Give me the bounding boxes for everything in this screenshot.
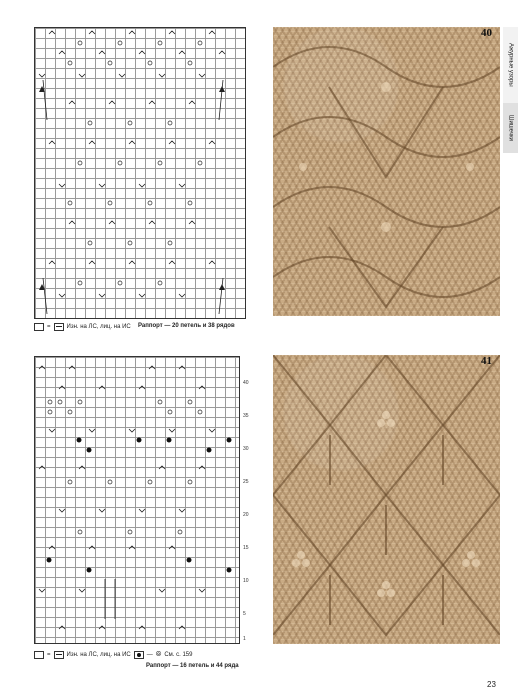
blank-cell-symbol <box>34 323 44 331</box>
dash-cell-symbol <box>54 651 64 659</box>
swatch-texture-40 <box>273 27 500 316</box>
subsection-tab: Шишечки <box>503 103 518 153</box>
knitting-chart-40 <box>34 27 246 319</box>
swatch-texture-41 <box>273 355 500 644</box>
legend-40: = Изн. на ЛС, лиц. на ИС <box>34 323 131 331</box>
swatch-photo-40 <box>273 27 500 316</box>
bobble-cell-symbol <box>134 651 144 659</box>
chart-symbols-41 <box>35 357 241 645</box>
repeat-info-41: Раппорт — 16 петель и 44 ряда <box>146 663 239 669</box>
bobble-symbol-icon: ⦾ <box>155 651 162 658</box>
blank-cell-symbol <box>34 651 44 659</box>
legend-text-41: Изн. на ЛС, лиц. на ИС <box>66 652 131 658</box>
see-page-ref: См. с. 159 <box>164 652 193 658</box>
pattern-number-41: 41 <box>481 355 492 367</box>
section-tab: Ажурные узоры <box>503 27 518 103</box>
legend-text-40: Изн. на ЛС, лиц. на ИС <box>66 324 131 330</box>
knitting-chart-41 <box>34 356 240 644</box>
dash-cell-symbol <box>54 323 64 331</box>
legend-41: = Изн. на ЛС, лиц. на ИС — ⦾ См. с. 159 <box>34 651 192 659</box>
repeat-info-40: Раппорт — 20 петель и 38 рядов <box>138 323 235 329</box>
pattern-number-40: 40 <box>481 27 492 39</box>
chart-symbols-40 <box>35 28 247 320</box>
page-number: 23 <box>487 680 496 689</box>
swatch-photo-41 <box>273 355 500 644</box>
